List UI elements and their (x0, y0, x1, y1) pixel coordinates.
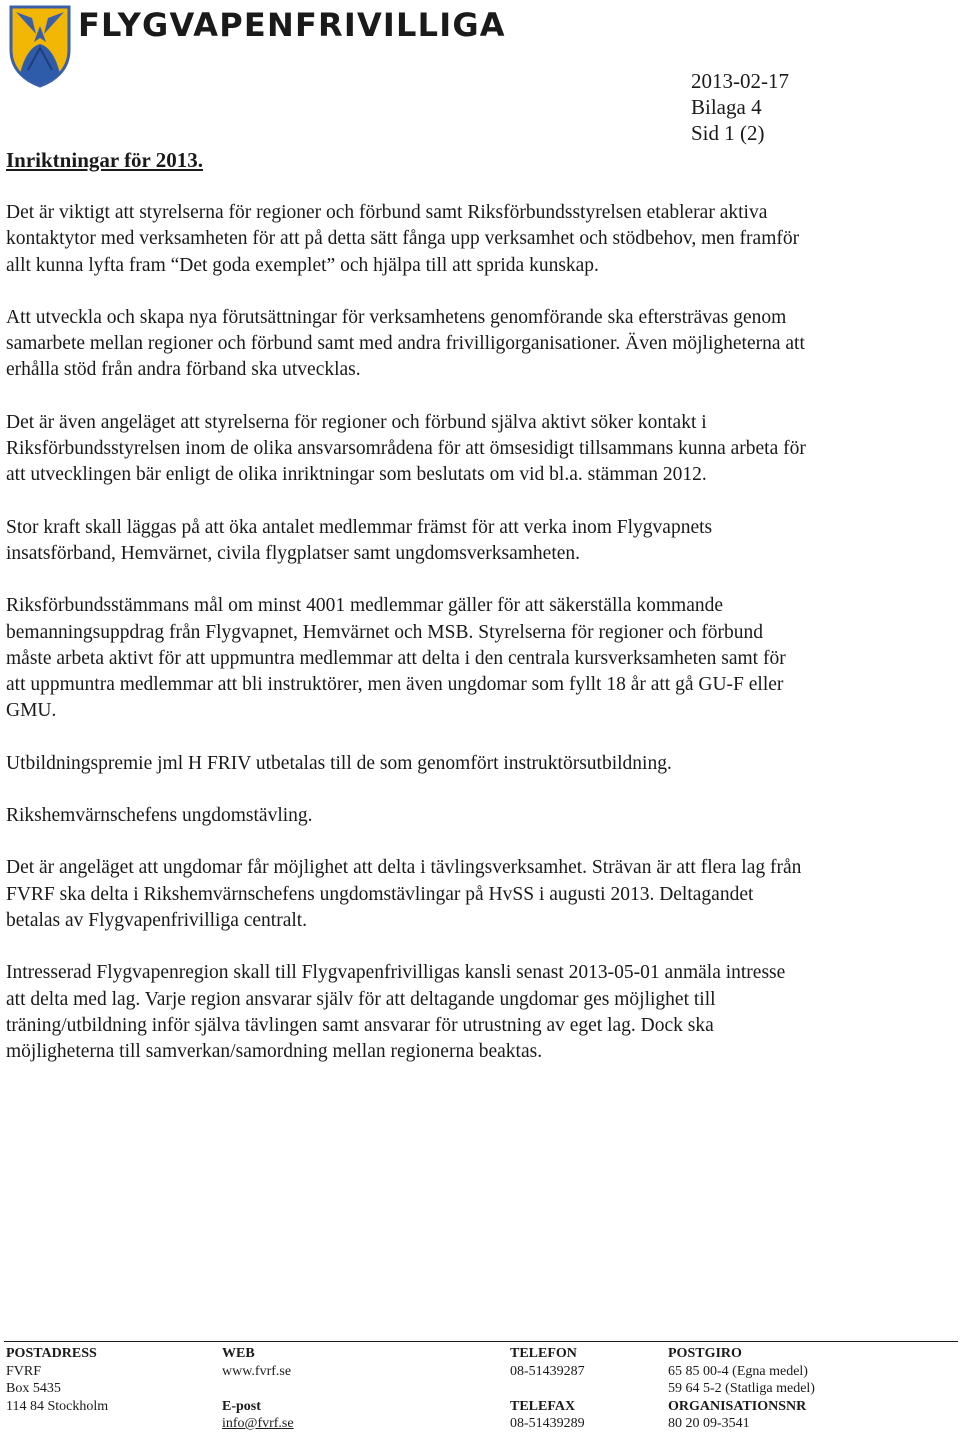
paragraph-member-growth: Stor kraft skall läggas på att öka antalet medlemmar främst för att verka inom Flygvapnets insatsförband, Hemvärnet, civila flygplatser samt ungdomsverksamheten. (6, 516, 713, 564)
fax-number: 08-51439289 (510, 1416, 585, 1431)
phone-number: 08-51439287 (510, 1363, 585, 1379)
page-footer (0, 1341, 960, 1432)
footer-divider (4, 1341, 958, 1342)
document-meta (691, 68, 789, 146)
phone-heading: TELEFON (510, 1346, 577, 1361)
org-number: 80 20 09-3541 (668, 1416, 750, 1431)
paragraph-education-premium: Utbildningspremie jml H FRIV utbetalas till de som genomfört instruktörsutbildning. (6, 752, 672, 774)
postal-line-2: Box 5435 (6, 1381, 61, 1396)
email-link[interactable]: info@fvrf.se (222, 1416, 294, 1431)
footer-postal-address (6, 1345, 108, 1415)
page-indicator: Sid 1 (2) (691, 121, 765, 145)
web-url[interactable]: www.fvrf.se (222, 1363, 292, 1379)
footer-spacer (222, 1380, 294, 1398)
paragraph-registration: Intresserad Flygvapenregion skall till Flygvapenfrivilligas kansli senast 2013-05-01 anmäla intresse att delta med lag. Varje region ansvarar själv för att deltagande ungdomar ges möjlighet till träning/utbildning inför själva tävlingen samt ansvarar för utrustning av eget lag. Dock ska möjligheterna till samverkan/samordning mellan regionerna beaktas. (6, 962, 786, 1063)
flygvapenfrivilliga-logo (8, 4, 72, 88)
email-heading: E-post (222, 1398, 261, 1414)
organization-name: FLYGVAPENFRIVILLIGA (78, 6, 506, 44)
org-number-heading: ORGANISATIONSNR (668, 1398, 807, 1414)
postal-line-3: 114 84 Stockholm (6, 1398, 109, 1414)
footer-postgiro (668, 1345, 815, 1433)
document-date: 2013-02-17 (691, 69, 789, 93)
paragraph-contact-surfaces: Det är viktigt att styrelserna för regioner och förbund samt Riksförbundsstyrelsen etablerar aktiva kontaktytor med verksamheten för att på detta sätt fånga upp verksamhet och stödbehov, men framför allt kunna lyfta fram “Det goda exemplet” och hjälpa till att sprida kunskap. (6, 202, 800, 276)
footer-spacer (510, 1380, 585, 1398)
paragraph-collaboration: Att utveckla och skapa nya förutsättningar för verksamhetens genomförande ska eftersträvas genom samarbete mellan regioner och förbund samt med andra frivilligorganisationer. Även möjligheterna att erhålla stöd från andra förband ska utvecklas. (6, 306, 805, 381)
postal-heading: POSTADRESS (6, 1346, 97, 1361)
attachment-label: Bilaga 4 (691, 95, 762, 119)
paragraph-youth-competition: Det är angeläget att ungdomar får möjlighet att delta i tävlingsverksamhet. Strävan är att flera lag från FVRF ska delta i Rikshemvärnschefens ungdomstävlingar på HvSS i augusti 2013. Deltagandet betalas av Flygvapenfrivilliga centralt. (6, 857, 802, 931)
footer-web (222, 1345, 294, 1433)
footer-phone (510, 1345, 585, 1433)
web-heading: WEB (222, 1346, 255, 1361)
fax-heading: TELEFAX (510, 1398, 576, 1414)
postgiro-line-2: 59 64 5-2 (Statliga medel) (668, 1381, 815, 1396)
postal-line-1: FVRF (6, 1363, 42, 1379)
paragraph-board-contact: Det är även angeläget att styrelserna för regioner och förbund själva aktivt söker kontakt i Riksförbundsstyrelsen inom de olika ansvarsområdena för att ömsesidigt tillsammans kunna arbeta för att utvecklingen bär enligt de olika inriktningar som beslutats om vid bl.a. stämman 2012. (6, 411, 806, 486)
paragraph-member-goal: Riksförbundsstämmans mål om minst 4001 medlemmar gäller för att säkerställa kommande bemanningsuppdrag från Flygvapnet, Hemvärnet och MSB. Styrelserna för regioner och förbund måste arbeta aktivt för att uppmuntra medlemmar att delta i den centrala kursverksamheten samt för att uppmuntra medlemmar att bli instruktörer, men även ungdomar som fyllt 18 år att gå GU-F eller GMU. (6, 595, 786, 722)
paragraph-youth-competition-heading: Rikshemvärnschefens ungdomstävling. (6, 805, 313, 827)
document-title: Inriktningar för 2013. (6, 148, 203, 172)
document-body (6, 200, 806, 1091)
postgiro-heading: POSTGIRO (668, 1346, 742, 1361)
postgiro-line-1: 65 85 00-4 (Egna medel) (668, 1363, 808, 1379)
